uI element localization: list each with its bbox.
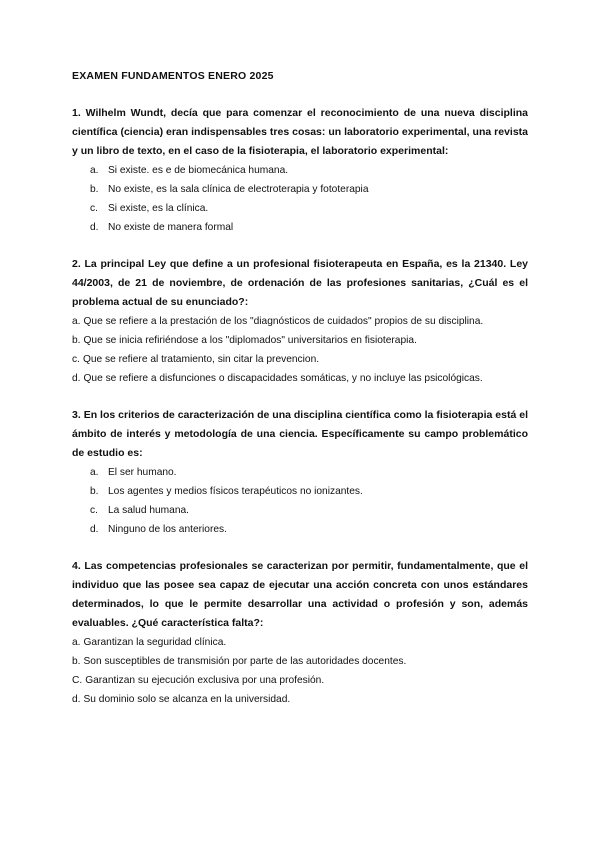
option-b: b. No existe, es la sala clínica de electroterapia y fototerapia [90, 184, 369, 195]
question-text: 4. Las competencias profesionales se caracterizan por permitir, fundamentalmente, que el individuo que las posee sea capaz de ejecutar una acción concreta con unos estándares determinados, lo que le permite desarrollar una actividad o profesión y son, además evaluables. ¿Qué característica falta?: [72, 560, 528, 629]
question-4 [72, 557, 528, 709]
option-b: b. Son susceptibles de transmisión por parte de las autoridades docentes. [72, 656, 407, 667]
question-1 [72, 104, 528, 237]
question-text: 2. La principal Ley que define a un profesional fisioterapeuta en España, es la 21340. Ley 44/2003, de 21 de noviembre, de ordenación de las profesiones sanitarias, ¿Cuál es el problema actual de su enunciado?: [72, 258, 528, 308]
option-d: d. Ninguno de los anteriores. [90, 524, 227, 535]
option-d: d. Que se refiere a disfunciones o discapacidades somáticas, y no incluye las psicológicas. [72, 373, 483, 384]
question-text: 1. Wilhelm Wundt, decía que para comenzar el reconocimiento de una nueva disciplina científica (ciencia) eran indispensables tres cosas: un laboratorio experimental, una revista y un libro de texto, en el caso de la fisioterapia, el laboratorio experimental: [72, 107, 528, 157]
option-c: c. Que se refiere al tratamiento, sin citar la prevencion. [72, 354, 320, 365]
option-c: C. Garantizan su ejecución exclusiva por una profesión. [72, 675, 325, 686]
option-a: a. Si existe. es e de biomecánica humana. [90, 165, 289, 176]
option-c: c. Si existe, es la clínica. [90, 203, 209, 214]
option-c: c. La salud humana. [90, 505, 189, 516]
option-a: a. Que se refiere a la prestación de los "diagnósticos de cuidados" propios de su disciplina. [72, 316, 484, 327]
option-d: d. No existe de manera formal [90, 222, 234, 233]
options-list [72, 633, 528, 709]
option-b: b. Los agentes y medios físicos terapéuticos no ionizantes. [90, 486, 363, 497]
options-list [72, 463, 528, 539]
question-text: 3. En los criterios de caracterización de una disciplina científica como la fisioterapia está el ámbito de interés y metodología de una ciencia. Específicamente su campo problemático de estudio es: [72, 409, 528, 459]
option-a: a. Garantizan la seguridad clínica. [72, 637, 227, 648]
question-3 [72, 406, 528, 539]
options-list [72, 161, 528, 237]
options-list [72, 312, 528, 388]
question-2 [72, 255, 528, 388]
document-title: EXAMEN FUNDAMENTOS ENERO 2025 [72, 70, 274, 82]
option-b: b. Que se inicia refiriéndose a los "diplomados" universitarios en fisioterapia. [72, 335, 417, 346]
option-a: a. El ser humano. [90, 467, 177, 478]
option-d: d. Su dominio solo se alcanza en la universidad. [72, 694, 291, 705]
